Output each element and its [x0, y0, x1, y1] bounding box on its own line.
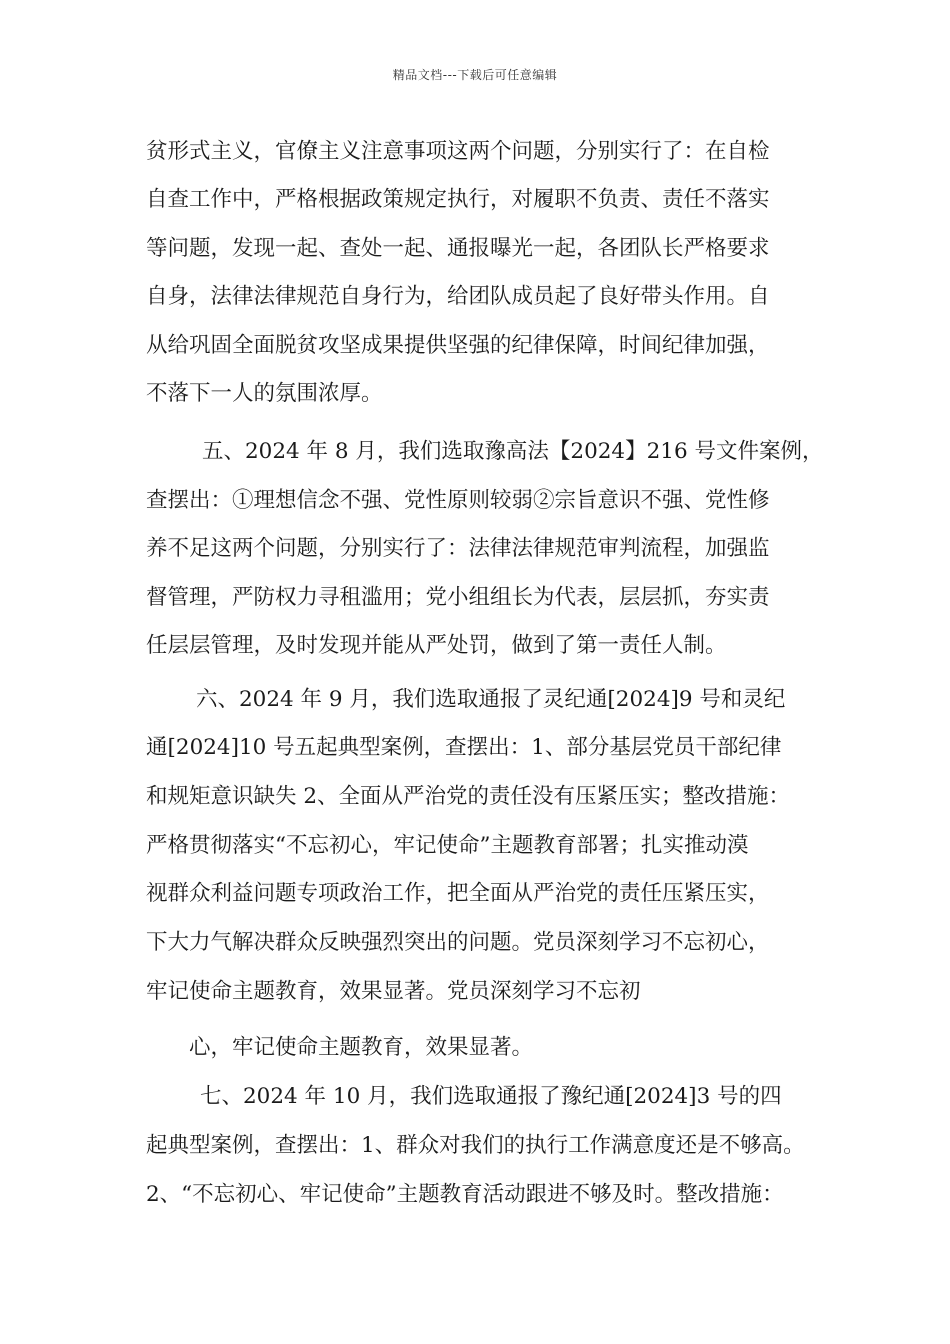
text-line: 严格贯彻落实“不忘初心，牢记使命”主题教育部署；扎实推动漠: [146, 833, 749, 858]
text-line: 养不足这两个问题，分别实行了：法律法律规范审判流程，加强监: [146, 536, 770, 561]
text-line: 2、“不忘初心、牢记使命”主题教育活动跟进不够及时。整改措施：: [146, 1182, 784, 1207]
text-line: 和规矩意识缺失 2、全面从严治党的责任没有压紧压实；整改措施：: [146, 784, 791, 809]
text-line: 通[2024]10 号五起典型案例，查摆出：1、部分基层党员干部纪律: [146, 735, 782, 760]
text-line: 任层层管理，及时发现并能从严处罚，做到了第一责任人制。: [146, 633, 727, 658]
text-line: 牢记使命主题教育，效果显著。党员深刻学习不忘初: [146, 979, 641, 1004]
text-line: 不落下一人的氛围浓厚。: [146, 381, 383, 406]
text-line: 五、2024 年 8 月，我们选取豫高法【2024】216 号文件案例，: [202, 439, 824, 464]
text-line: 视群众利益问题专项政治工作，把全面从严治党的责任压紧压实，: [146, 881, 770, 906]
text-line: 从给巩固全面脱贫攻坚成果提供坚强的纪律保障，时间纪律加强，: [146, 333, 770, 358]
text-line: 六、2024 年 9 月，我们选取通报了灵纪通[2024]9 号和灵纪: [196, 687, 786, 712]
text-line: 自查工作中，严格根据政策规定执行，对履职不负责、责任不落实: [146, 187, 770, 212]
text-line: 起典型案例，查摆出：1、群众对我们的执行工作满意度还是不够高。: [146, 1133, 805, 1158]
text-line: 下大力气解决群众反映强烈突出的问题。党员深刻学习不忘初心，: [146, 930, 770, 955]
text-line: 七、2024 年 10 月，我们选取通报了豫纪通[2024]3 号的四: [200, 1084, 782, 1109]
text-line: 贫形式主义，官僚主义注意事项这两个问题，分别实行了：在自检: [146, 139, 770, 164]
page-header: 精品文档---下载后可任意编辑: [392, 68, 558, 82]
text-line: 心，牢记使命主题教育，效果显著。: [189, 1035, 534, 1060]
text-line: 等问题，发现一起、查处一起、通报曝光一起，各团队长严格要求: [146, 236, 770, 261]
text-line: 自身，法律法律规范自身行为，给团队成员起了良好带头作用。自: [146, 284, 770, 309]
text-line: 督管理，严防权力寻租滥用；党小组组长为代表，层层抓，夯实责: [146, 585, 770, 610]
text-line: 查摆出：①理想信念不强、党性原则较弱②宗旨意识不强、党性修: [146, 488, 770, 513]
